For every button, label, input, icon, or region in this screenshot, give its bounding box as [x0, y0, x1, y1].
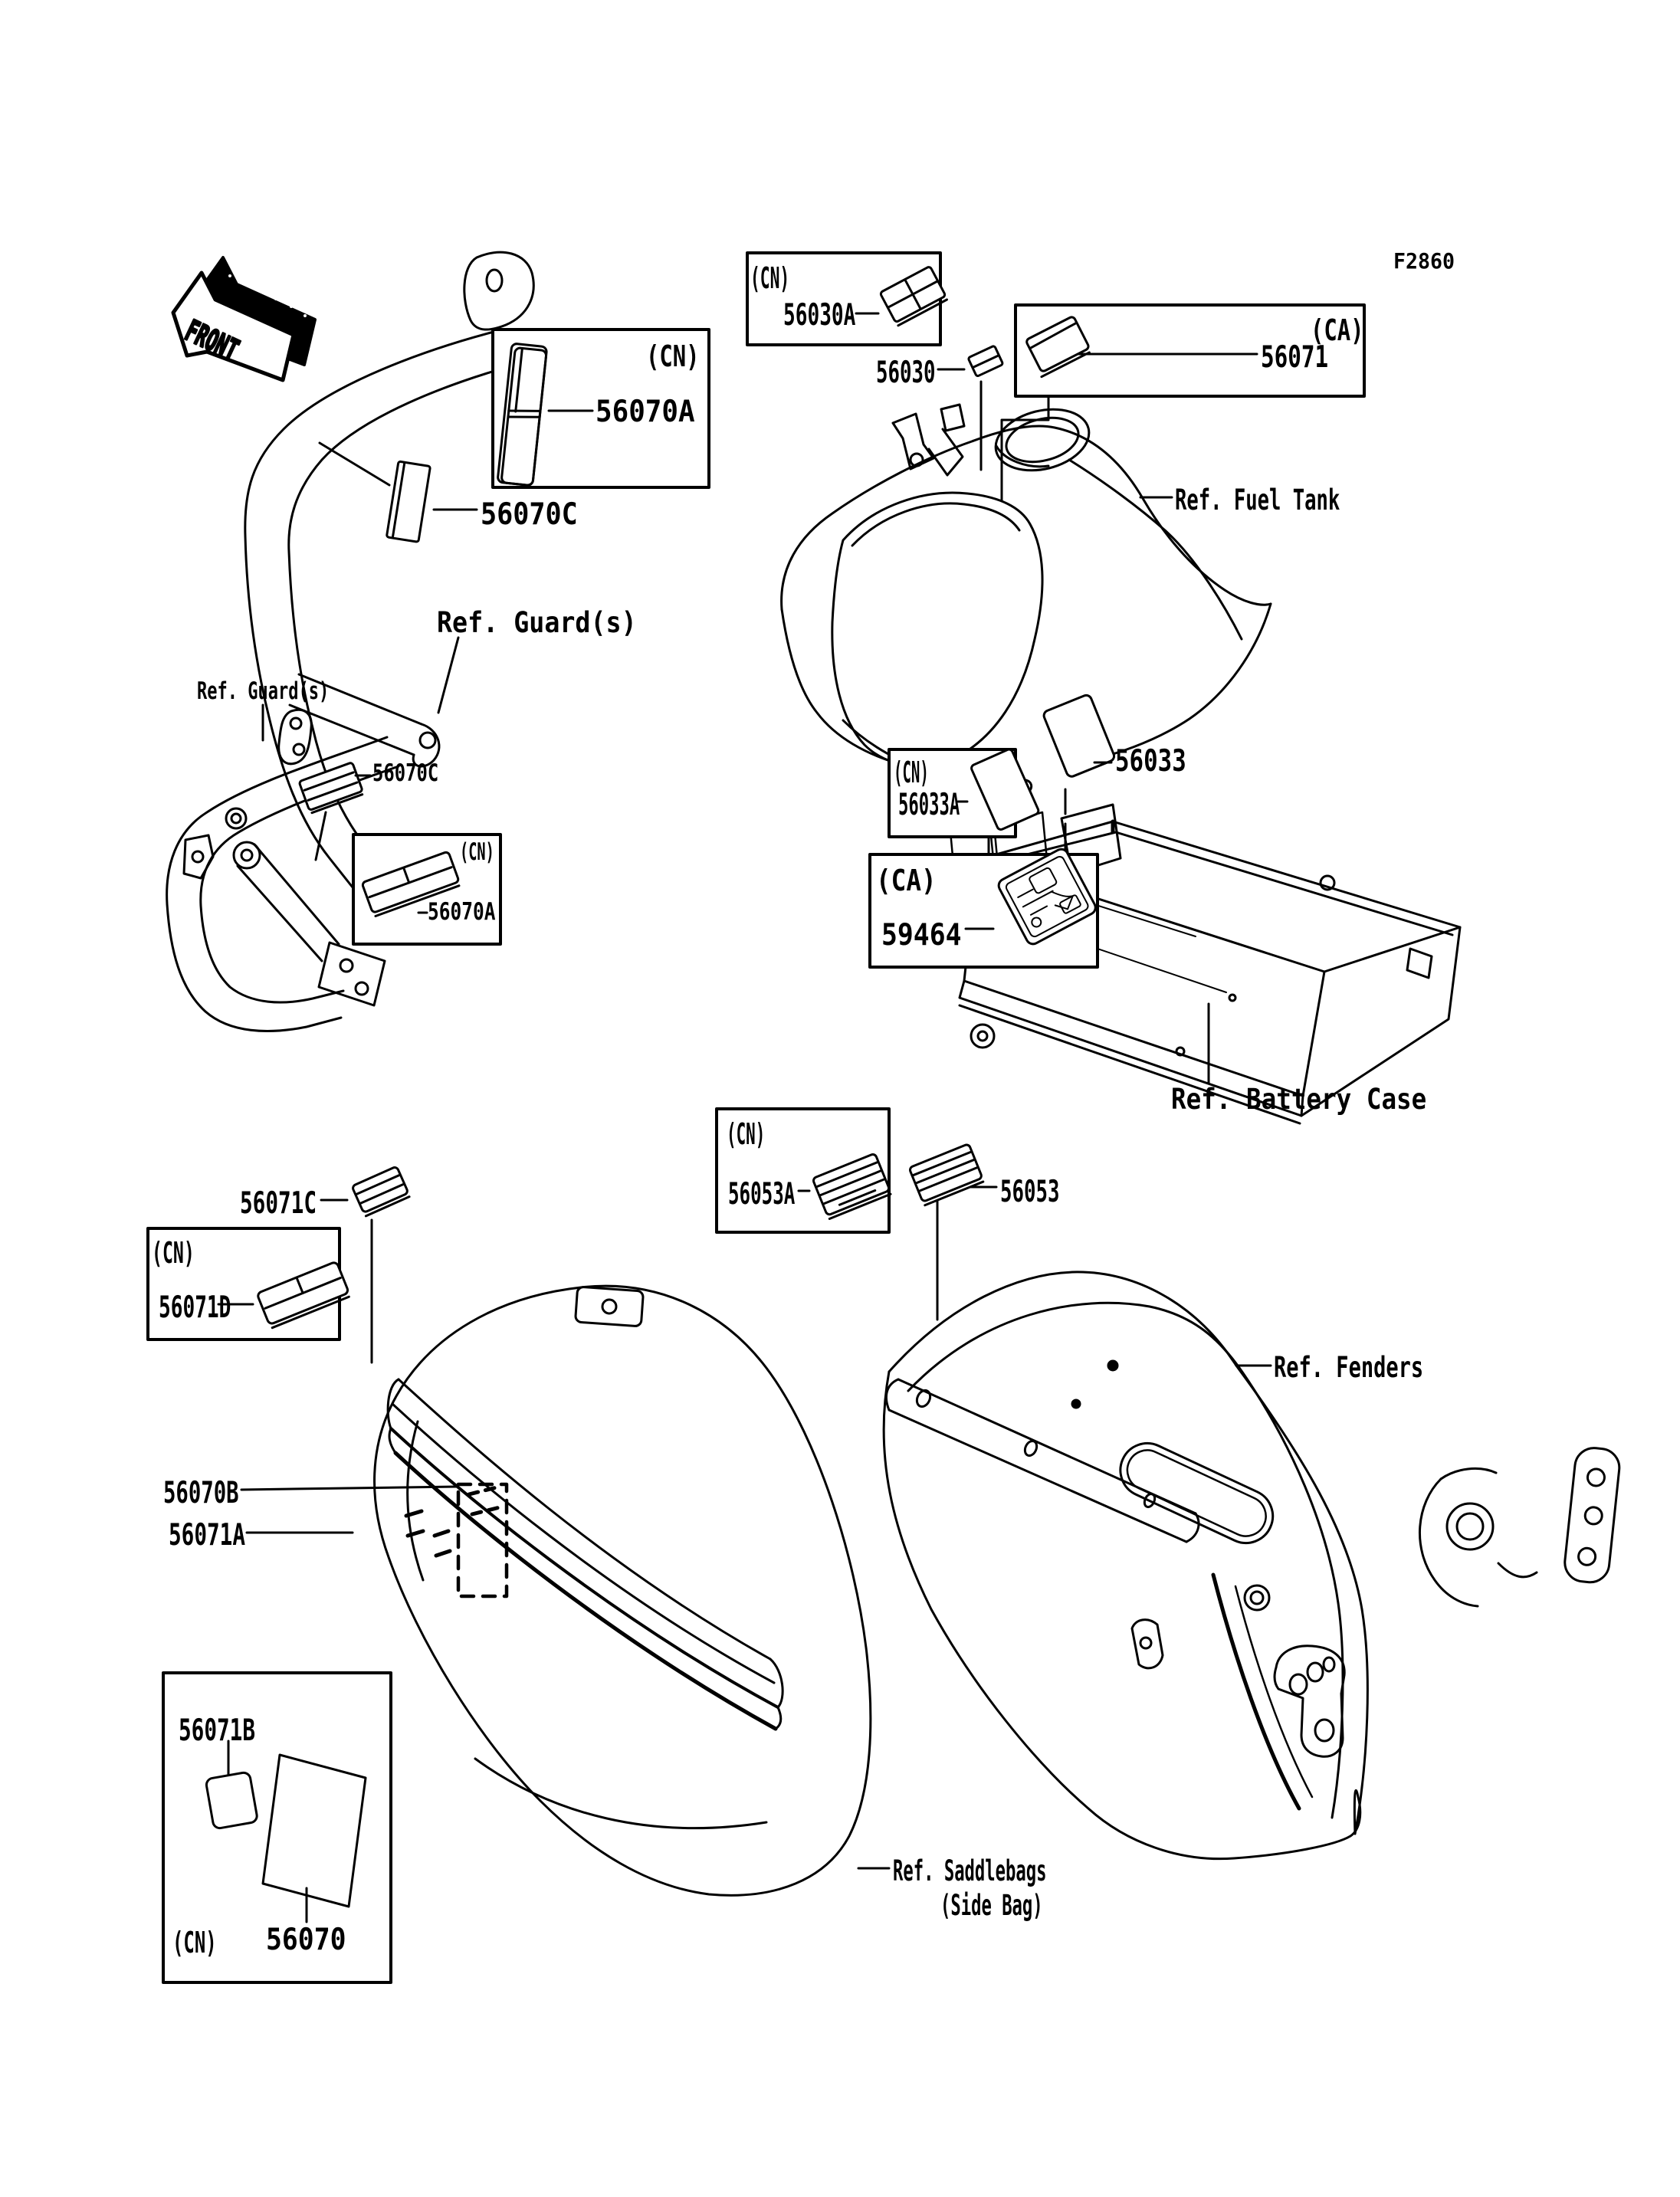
label-glyph-56053 [909, 1144, 996, 1206]
front-arrow-icon [173, 257, 315, 380]
region-tag-cn-1: (CN) [646, 339, 700, 373]
label-glyph-56070 [263, 1755, 366, 1907]
label-glyph-56071c [321, 1166, 410, 1216]
part-number-56030: 56030 [876, 356, 936, 390]
fuel-tank-drawing [782, 382, 1271, 798]
part-number-59464: 59464 [881, 918, 962, 953]
ref-battery-case: Ref. Battery Case [1171, 1083, 1427, 1116]
part-number-56070a-1: 56070A [596, 395, 695, 429]
region-tag-cn-5: (CN) [152, 1236, 195, 1270]
ref-fuel-tank: Ref. Fuel Tank [1175, 484, 1340, 516]
rear-fender-drawing [884, 1202, 1621, 1859]
region-tag-cn-4: (CN) [894, 756, 929, 789]
region-tag-cn-7: (CN) [727, 1117, 766, 1151]
part-number-56071b: 56071B [179, 1713, 256, 1748]
ref-side-bag: (Side Bag) [940, 1889, 1043, 1922]
region-tag-cn-2: (CN) [460, 838, 494, 866]
part-number-56070a-2: 56070A [428, 898, 496, 926]
ref-guards-lower: Ref. Guard(s) [197, 677, 330, 705]
region-tag-cn-3: (CN) [750, 261, 790, 295]
part-number-56070b: 56070B [163, 1476, 239, 1510]
front-arrow-label: FRONT [179, 314, 244, 368]
part-number-56070c-2: 56070C [372, 759, 439, 787]
ref-saddlebags: Ref. Saddlebags [893, 1854, 1047, 1887]
label-glyph-56071b [205, 1772, 258, 1829]
diagram-code: F2860 [1393, 248, 1455, 274]
label-glyph-56030 [938, 346, 1003, 377]
part-number-56071c: 56071C [240, 1186, 317, 1221]
part-number-56071a: 56071A [169, 1518, 246, 1553]
part-number-56033: 56033 [1115, 744, 1186, 779]
ref-fenders: Ref. Fenders [1274, 1351, 1424, 1384]
part-number-56071d: 56071D [159, 1290, 231, 1325]
label-glyph-56070c-1 [320, 443, 477, 713]
part-number-56070c-1: 56070C [481, 497, 578, 532]
part-number-56053: 56053 [1000, 1175, 1060, 1209]
label-glyph-56033 [1042, 694, 1116, 778]
part-number-56033a: 56033A [898, 788, 960, 822]
part-number-56070: 56070 [266, 1923, 346, 1957]
region-tag-ca-4: (CA) [876, 864, 937, 897]
part-number-56030a: 56030A [783, 298, 856, 333]
ref-guards-upper: Ref. Guard(s) [437, 606, 637, 639]
region-tag-cn-6: (CN) [172, 1926, 217, 1959]
part-number-56071: 56071 [1261, 340, 1329, 375]
part-number-56053a: 56053A [728, 1177, 796, 1212]
region-tag-ca-3: (CA) [1311, 313, 1364, 347]
